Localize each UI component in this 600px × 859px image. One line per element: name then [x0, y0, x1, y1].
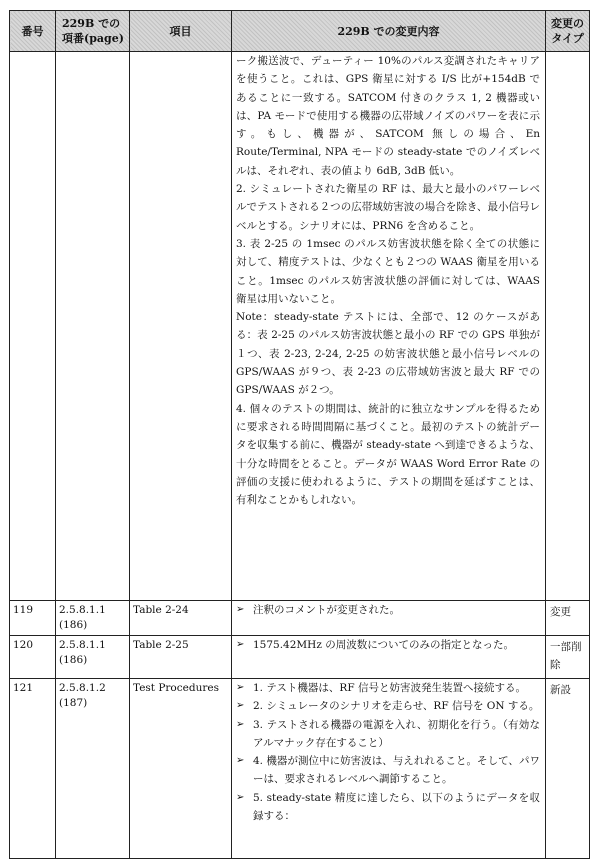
content-paragraph: 4. 個々のテストの期間は、統計的に独立なサンプルを得るために要求される時間間隔に基づくこと。最初のテストの統計データを収集する前に、機器が steady-state へ到達できるような、十分な時間をとること。データが WAAS Word Error Rate の評価の支援に使われるように、テストの期間を延ばすことは、有利なことかもしれない。 [236, 402, 540, 507]
cell-item [130, 52, 232, 601]
cell-page-ref [56, 52, 130, 601]
cell-content [232, 52, 546, 601]
bullet-text: 4. 機器が測位中に妨害波は、与えれれること。そして、パワーは、要求されるレベルへ調節すること。 [253, 755, 540, 786]
content-paragraph: ーク搬送波で、デューティー 10%のパルス変調されたキャリアを使うこと。これは、GPS 衛星に対する I/S 比が+154dB であることに一致する。SATCOM 付きのクラス 1, 2 機器或いは、PA モードで使用する機器の広帯域ノイズのパワーを表に示す。もし、機器が、SATCOM 無しの場合、En Route/Terminal, NPA モードの steady-state でのノイズレベルは、それぞれ、表の値より 6dB, 3dB 低い。 [236, 55, 540, 177]
bullet-text: 1. テスト機器は、RF 信号と妨害波発生装置へ接続する。 [253, 682, 526, 694]
cell-content [232, 636, 546, 679]
bullet-arrow-icon: ➢ [236, 755, 245, 767]
header-item: 項目 [130, 11, 232, 52]
header-page-ref: 229B での 項番(page) [56, 11, 130, 52]
change-table [9, 10, 590, 859]
cell-change-type: 新設 [546, 679, 590, 859]
cell-change-type: 変更 [546, 601, 590, 636]
cell-item: Table 2-24 [130, 601, 232, 636]
cell-change-type: 一部削除 [546, 636, 590, 679]
cell-number [10, 52, 56, 601]
header-number: 番号 [10, 11, 56, 52]
content-paragraph: 2. シミュレートされた衛星の RF は、最大と最小のパワーレベルでテストされる２つの広帯域妨害波の場合を除き、最小信号レベルとする。シナリオには、PRN6 を含めること。 [236, 183, 540, 232]
header-content: 229B での変更内容 [232, 11, 546, 52]
content-paragraph: 3. 表 2-25 の 1msec のパルス妨害波状態を除く全ての状態に対して、精度テストは、少なくとも２つの WAAS 衛星を用いること。1msec のパルス妨害波状態の評価に対しては、WAAS 衛星は用いないこと。 [236, 237, 540, 305]
cell-number: 121 [10, 679, 56, 859]
cell-number: 120 [10, 636, 56, 679]
cell-page-ref: 2.5.8.1.1 (186) [56, 601, 130, 636]
bullet-text: 5. steady-state 精度に達したら、以下のようにデータを収録する： [253, 791, 540, 823]
cell-content [232, 601, 546, 636]
content-paragraph: Note：steady-state テストには、全部で、12 のケースがある：表 2-25 のパルス妨害波状態と最小の RF での GPS 単独が１つ、表 2-23, 2-24, 2-25 の妨害波状態と最小信号レベルの GPS/WAAS が９つ、表 2-23 の広帯域妨害波と最大 RF での GPS/WAAS が２つ。 [236, 311, 540, 397]
bullet-arrow-icon: ➢ [236, 604, 245, 615]
bullet-text: 1575.42MHz の周波数についてのみの指定となった。 [253, 639, 514, 651]
bullet-item [236, 752, 540, 789]
bullet-item [236, 789, 540, 826]
bullet-arrow-icon: ➢ [236, 639, 245, 650]
bullet-item [236, 636, 540, 654]
header-row [10, 11, 590, 52]
table-row-continued [10, 52, 590, 601]
cell-item: Table 2-25 [130, 636, 232, 679]
table-row [10, 636, 590, 679]
bullet-arrow-icon: ➢ [236, 682, 245, 693]
bullet-arrow-icon: ➢ [236, 718, 245, 730]
cell-page-ref: 2.5.8.1.1 (186) [56, 636, 130, 679]
bullet-arrow-icon: ➢ [236, 791, 245, 803]
cell-content [232, 679, 546, 859]
bullet-item [236, 679, 540, 697]
table-row [10, 679, 590, 859]
cell-item: Test Procedures [130, 679, 232, 859]
bullet-arrow-icon: ➢ [236, 700, 245, 712]
header-change-type: 変更の タイプ [546, 11, 590, 52]
bullet-text: 2. シミュレータのシナリオを走らせ、RF 信号を ON する。 [253, 700, 540, 713]
bullet-item [236, 697, 540, 715]
bullet-item [236, 601, 540, 619]
bullet-text: 注釈のコメントが変更された。 [253, 604, 400, 616]
bullet-item [236, 716, 540, 753]
bullet-text: 3. テストされる機器の電源を入れ、初期化を行う。（有効なアルマナック存在すること） [253, 718, 540, 749]
cell-number: 119 [10, 601, 56, 636]
table-row [10, 601, 590, 636]
cell-page-ref: 2.5.8.1.2 (187) [56, 679, 130, 859]
cell-change-type [546, 52, 590, 601]
